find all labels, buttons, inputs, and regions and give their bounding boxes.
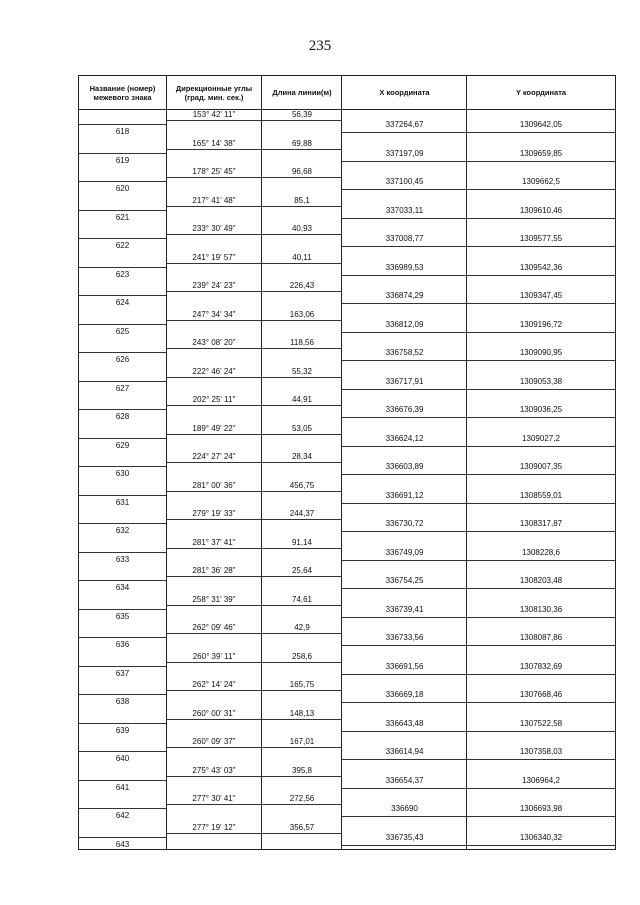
y-coordinate: 1308317,87 bbox=[519, 519, 563, 528]
x-coordinate: 336624,12 bbox=[385, 433, 424, 443]
y-coordinate: 1309027,2 bbox=[522, 433, 560, 443]
line-length: 456,75 bbox=[289, 480, 315, 490]
row-divider bbox=[167, 234, 342, 235]
row-divider bbox=[79, 438, 166, 439]
row-divider bbox=[79, 694, 166, 695]
row-divider bbox=[167, 263, 342, 264]
direction-angle: 241° 19' 57" bbox=[192, 252, 236, 262]
row-divider bbox=[79, 153, 166, 154]
boundary-mark-name: 637 bbox=[115, 668, 130, 678]
row-divider bbox=[167, 291, 342, 292]
row-divider bbox=[167, 662, 342, 663]
row-divider bbox=[342, 275, 467, 276]
row-divider bbox=[342, 161, 467, 162]
boundary-mark-name: 638 bbox=[115, 697, 130, 706]
line-length: 40,11 bbox=[292, 252, 312, 262]
x-coordinate: 336730,72 bbox=[385, 519, 424, 528]
boundary-mark-name: 623 bbox=[115, 269, 130, 279]
row-divider bbox=[467, 588, 615, 589]
x-coordinate: 336614,94 bbox=[385, 747, 424, 756]
row-divider bbox=[167, 377, 342, 378]
row-divider bbox=[342, 360, 467, 361]
row-divider bbox=[342, 617, 467, 618]
row-divider bbox=[167, 605, 342, 606]
row-divider bbox=[342, 503, 467, 504]
x-coordinate: 336874,29 bbox=[385, 291, 424, 300]
boundary-mark-name: 628 bbox=[115, 412, 130, 421]
boundary-mark-name: 639 bbox=[115, 725, 130, 735]
line-length: 53,05 bbox=[291, 423, 313, 433]
row-divider bbox=[342, 531, 467, 532]
row-divider bbox=[467, 303, 615, 304]
direction-angle: 243° 08' 20" bbox=[192, 338, 236, 347]
line-length: 226,43 bbox=[289, 281, 315, 290]
row-divider bbox=[167, 633, 342, 634]
row-divider bbox=[167, 833, 342, 834]
boundary-mark-name: 643 bbox=[115, 839, 130, 849]
boundary-mark-name: 633 bbox=[115, 554, 130, 564]
y-coordinate: 1309090,95 bbox=[519, 348, 563, 357]
line-length: 85,1 bbox=[294, 195, 310, 205]
line-length: 40,93 bbox=[291, 224, 313, 233]
direction-angle: 277° 30' 41" bbox=[192, 794, 236, 803]
direction-angle: 258° 31' 39" bbox=[192, 594, 236, 604]
row-divider bbox=[167, 320, 342, 321]
row-divider bbox=[342, 560, 467, 561]
row-divider bbox=[342, 446, 467, 447]
boundary-mark-name: 624 bbox=[115, 298, 130, 307]
boundary-mark-name: 627 bbox=[115, 383, 130, 393]
y-coordinate: 1309659,85 bbox=[519, 148, 563, 158]
row-divider bbox=[342, 845, 467, 846]
row-divider bbox=[167, 548, 342, 549]
y-coordinate: 1309196,72 bbox=[519, 319, 563, 329]
boundary-mark-name: 620 bbox=[115, 184, 130, 193]
row-divider bbox=[467, 246, 615, 247]
boundary-mark-name: 641 bbox=[115, 782, 130, 792]
row-divider bbox=[167, 405, 342, 406]
row-divider bbox=[342, 731, 467, 732]
row-divider bbox=[467, 446, 615, 447]
row-divider bbox=[467, 816, 615, 817]
x-coordinate: 336733,56 bbox=[385, 633, 424, 642]
row-divider bbox=[167, 149, 342, 150]
row-divider bbox=[79, 124, 166, 125]
row-divider bbox=[167, 519, 342, 520]
row-divider bbox=[79, 210, 166, 211]
direction-angle: 281° 37' 41" bbox=[192, 537, 236, 547]
row-divider bbox=[467, 161, 615, 162]
y-coordinate: 1308559,01 bbox=[519, 490, 563, 500]
header-y: Y координата bbox=[515, 88, 567, 97]
row-divider bbox=[342, 702, 467, 703]
boundary-mark-name: 635 bbox=[115, 611, 130, 621]
line-length: 91,14 bbox=[291, 537, 313, 547]
row-divider bbox=[79, 751, 166, 752]
x-coordinate: 336717,91 bbox=[385, 376, 424, 386]
table-header bbox=[79, 76, 615, 110]
direction-angle: 178° 25' 45" bbox=[192, 167, 236, 176]
boundary-mark-name: 634 bbox=[115, 583, 130, 592]
header-x: X координата bbox=[379, 88, 430, 97]
line-length: 272,56 bbox=[289, 794, 315, 803]
row-divider bbox=[467, 218, 615, 219]
line-length: 96,68 bbox=[291, 167, 313, 176]
row-divider bbox=[79, 324, 166, 325]
row-divider bbox=[167, 462, 342, 463]
direction-angle: 279° 19' 33" bbox=[192, 509, 236, 518]
line-length: 244,37 bbox=[289, 509, 315, 518]
header-length: Длина линии(м) bbox=[272, 88, 332, 97]
row-divider bbox=[167, 491, 342, 492]
boundary-mark-name: 640 bbox=[115, 754, 130, 763]
row-divider bbox=[342, 332, 467, 333]
row-divider bbox=[467, 759, 615, 760]
table-body bbox=[79, 109, 615, 850]
y-coordinate: 1309347,45 bbox=[519, 291, 563, 300]
x-coordinate: 336691,56 bbox=[385, 661, 424, 671]
row-divider bbox=[342, 474, 467, 475]
boundary-mark-name: 632 bbox=[115, 526, 130, 535]
line-length: 25,64 bbox=[291, 566, 313, 575]
boundary-mark-name: 619 bbox=[115, 155, 130, 165]
line-length: 74,61 bbox=[291, 594, 313, 604]
header-angles: Дирекционные углы (град. мин. сек.) bbox=[175, 83, 253, 102]
line-length: 258,6 bbox=[291, 651, 313, 661]
y-coordinate: 1309542,36 bbox=[519, 262, 563, 272]
row-divider bbox=[79, 267, 166, 268]
row-divider bbox=[79, 723, 166, 724]
direction-angle: 153° 42' 11" bbox=[192, 110, 236, 119]
row-divider bbox=[79, 181, 166, 182]
row-divider bbox=[467, 503, 615, 504]
y-coordinate: 1306340,32 bbox=[519, 832, 563, 842]
line-length: 55,32 bbox=[291, 366, 313, 376]
row-divider bbox=[342, 189, 467, 190]
row-divider bbox=[167, 348, 342, 349]
row-divider bbox=[342, 816, 467, 817]
y-coordinate: 1309662,5 bbox=[522, 177, 560, 186]
row-divider bbox=[79, 808, 166, 809]
row-divider bbox=[467, 531, 615, 532]
direction-angle: 202° 25' 11" bbox=[192, 395, 236, 404]
x-coordinate: 337100,45 bbox=[385, 177, 424, 186]
line-length: 42,9 bbox=[294, 623, 310, 632]
direction-angle: 165° 14' 38" bbox=[192, 138, 236, 148]
row-divider bbox=[79, 837, 166, 838]
direction-angle: 222° 46' 24" bbox=[192, 366, 236, 376]
row-divider bbox=[79, 495, 166, 496]
row-divider bbox=[467, 360, 615, 361]
row-divider bbox=[467, 731, 615, 732]
row-divider bbox=[342, 674, 467, 675]
row-divider bbox=[167, 434, 342, 435]
row-divider bbox=[167, 690, 342, 691]
line-length: 148,13 bbox=[289, 708, 315, 718]
row-divider bbox=[79, 466, 166, 467]
row-divider bbox=[79, 352, 166, 353]
x-coordinate: 336654,37 bbox=[385, 775, 424, 785]
row-divider bbox=[79, 552, 166, 553]
row-divider bbox=[79, 523, 166, 524]
boundary-mark-name: 625 bbox=[115, 326, 130, 336]
row-divider bbox=[79, 780, 166, 781]
x-coordinate: 337197,09 bbox=[385, 148, 424, 158]
header-name: Название (номер) межевого знака bbox=[89, 83, 156, 102]
x-coordinate: 336812,09 bbox=[385, 319, 424, 329]
line-length: 165,75 bbox=[289, 680, 315, 689]
row-divider bbox=[467, 275, 615, 276]
y-coordinate: 1307358,03 bbox=[519, 747, 563, 756]
line-length: 56,39 bbox=[291, 110, 313, 119]
x-coordinate: 336690 bbox=[391, 804, 418, 813]
x-coordinate: 336758,52 bbox=[385, 348, 424, 357]
row-divider bbox=[167, 804, 342, 805]
row-divider bbox=[467, 389, 615, 390]
row-divider bbox=[342, 303, 467, 304]
boundary-mark-name: 636 bbox=[115, 640, 130, 649]
direction-angle: 239° 24' 23" bbox=[192, 281, 236, 290]
row-divider bbox=[342, 246, 467, 247]
direction-angle: 233° 30' 49" bbox=[192, 224, 236, 233]
row-divider bbox=[342, 645, 467, 646]
row-divider bbox=[79, 295, 166, 296]
line-length: 69,88 bbox=[291, 138, 313, 148]
row-divider bbox=[167, 206, 342, 207]
row-divider bbox=[467, 474, 615, 475]
x-coordinate: 336643,48 bbox=[385, 718, 424, 728]
row-divider bbox=[467, 189, 615, 190]
boundary-mark-name: 630 bbox=[115, 469, 130, 478]
x-coordinate: 337033,11 bbox=[385, 205, 424, 215]
line-length: 356,57 bbox=[289, 822, 315, 832]
y-coordinate: 1309642,05 bbox=[519, 120, 563, 129]
direction-angle: 224° 27' 24" bbox=[192, 452, 236, 461]
direction-angle: 247° 34' 34" bbox=[192, 309, 236, 319]
row-divider bbox=[467, 617, 615, 618]
x-coordinate: 336669,18 bbox=[385, 690, 424, 699]
row-divider bbox=[79, 580, 166, 581]
row-divider bbox=[467, 702, 615, 703]
row-divider bbox=[342, 788, 467, 789]
line-length: 28,34 bbox=[291, 452, 313, 461]
x-coordinate: 336691,12 bbox=[385, 490, 424, 500]
row-divider bbox=[167, 576, 342, 577]
row-divider bbox=[467, 332, 615, 333]
line-length: 44,91 bbox=[291, 395, 313, 404]
y-coordinate: 1308130,36 bbox=[519, 604, 563, 614]
boundary-mark-name: 621 bbox=[115, 212, 130, 222]
boundary-mark-name: 618 bbox=[115, 127, 130, 136]
row-divider bbox=[342, 588, 467, 589]
row-divider bbox=[79, 637, 166, 638]
x-coordinate: 336735,43 bbox=[385, 832, 424, 842]
row-divider bbox=[467, 417, 615, 418]
row-divider bbox=[467, 788, 615, 789]
row-divider bbox=[79, 381, 166, 382]
direction-angle: 281° 36' 28" bbox=[192, 566, 236, 575]
row-divider bbox=[467, 560, 615, 561]
x-coordinate: 337264,67 bbox=[385, 120, 424, 129]
page-number: 235 bbox=[308, 38, 332, 54]
direction-angle: 217° 41' 48" bbox=[192, 195, 236, 205]
x-coordinate: 336749,09 bbox=[385, 547, 424, 557]
y-coordinate: 1307668,46 bbox=[519, 690, 563, 699]
y-coordinate: 1307522,58 bbox=[519, 718, 563, 728]
row-divider bbox=[167, 776, 342, 777]
direction-angle: 275° 43' 03" bbox=[192, 765, 236, 775]
boundary-mark-name: 629 bbox=[115, 440, 130, 450]
direction-angle: 262° 14' 24" bbox=[192, 680, 236, 689]
row-divider bbox=[167, 177, 342, 178]
row-divider bbox=[342, 218, 467, 219]
y-coordinate: 1308203,48 bbox=[519, 576, 563, 585]
line-length: 163,06 bbox=[289, 309, 315, 319]
y-coordinate: 1309007,35 bbox=[519, 462, 563, 471]
x-coordinate: 336754,25 bbox=[385, 576, 424, 585]
coordinates-table bbox=[78, 75, 616, 850]
line-length: 167,01 bbox=[289, 737, 315, 746]
direction-angle: 277° 19' 12" bbox=[192, 822, 236, 832]
y-coordinate: 1308087,86 bbox=[519, 633, 563, 642]
row-divider bbox=[167, 719, 342, 720]
x-coordinate: 337008,77 bbox=[385, 234, 424, 243]
row-divider bbox=[342, 417, 467, 418]
y-coordinate: 1309053,38 bbox=[519, 376, 563, 386]
direction-angle: 260° 00' 31" bbox=[192, 708, 236, 718]
line-length: 395,8 bbox=[291, 765, 313, 775]
row-divider bbox=[342, 389, 467, 390]
row-divider bbox=[167, 120, 342, 121]
direction-angle: 260° 39' 11" bbox=[192, 651, 236, 661]
boundary-mark-name: 631 bbox=[115, 497, 130, 507]
y-coordinate: 1309577,55 bbox=[519, 234, 563, 243]
row-divider bbox=[79, 409, 166, 410]
direction-angle: 262° 09' 46" bbox=[192, 623, 236, 632]
y-coordinate: 1309610,46 bbox=[519, 205, 563, 215]
direction-angle: 281° 00' 36" bbox=[192, 480, 236, 490]
row-divider bbox=[467, 645, 615, 646]
row-divider bbox=[79, 666, 166, 667]
row-divider bbox=[79, 238, 166, 239]
y-coordinate: 1306964,2 bbox=[522, 775, 560, 785]
row-divider bbox=[342, 759, 467, 760]
x-coordinate: 336603,89 bbox=[385, 462, 424, 471]
x-coordinate: 336989,53 bbox=[385, 262, 424, 272]
row-divider bbox=[467, 674, 615, 675]
x-coordinate: 336739,41 bbox=[385, 604, 424, 614]
row-divider bbox=[342, 132, 467, 133]
row-divider bbox=[167, 747, 342, 748]
row-divider bbox=[467, 845, 615, 846]
direction-angle: 189° 49' 22" bbox=[192, 423, 236, 433]
x-coordinate: 336676,39 bbox=[385, 405, 424, 414]
line-length: 118,56 bbox=[290, 338, 314, 347]
row-divider bbox=[467, 132, 615, 133]
boundary-mark-name: 642 bbox=[115, 811, 130, 820]
boundary-mark-name: 622 bbox=[115, 241, 130, 250]
y-coordinate: 1307832,69 bbox=[519, 661, 563, 671]
y-coordinate: 1306693,98 bbox=[519, 804, 563, 813]
direction-angle: 260° 09' 37" bbox=[192, 737, 236, 746]
boundary-mark-name: 626 bbox=[115, 355, 130, 364]
y-coordinate: 1309036,25 bbox=[519, 405, 563, 414]
row-divider bbox=[79, 609, 166, 610]
y-coordinate: 1308228,6 bbox=[522, 547, 560, 557]
